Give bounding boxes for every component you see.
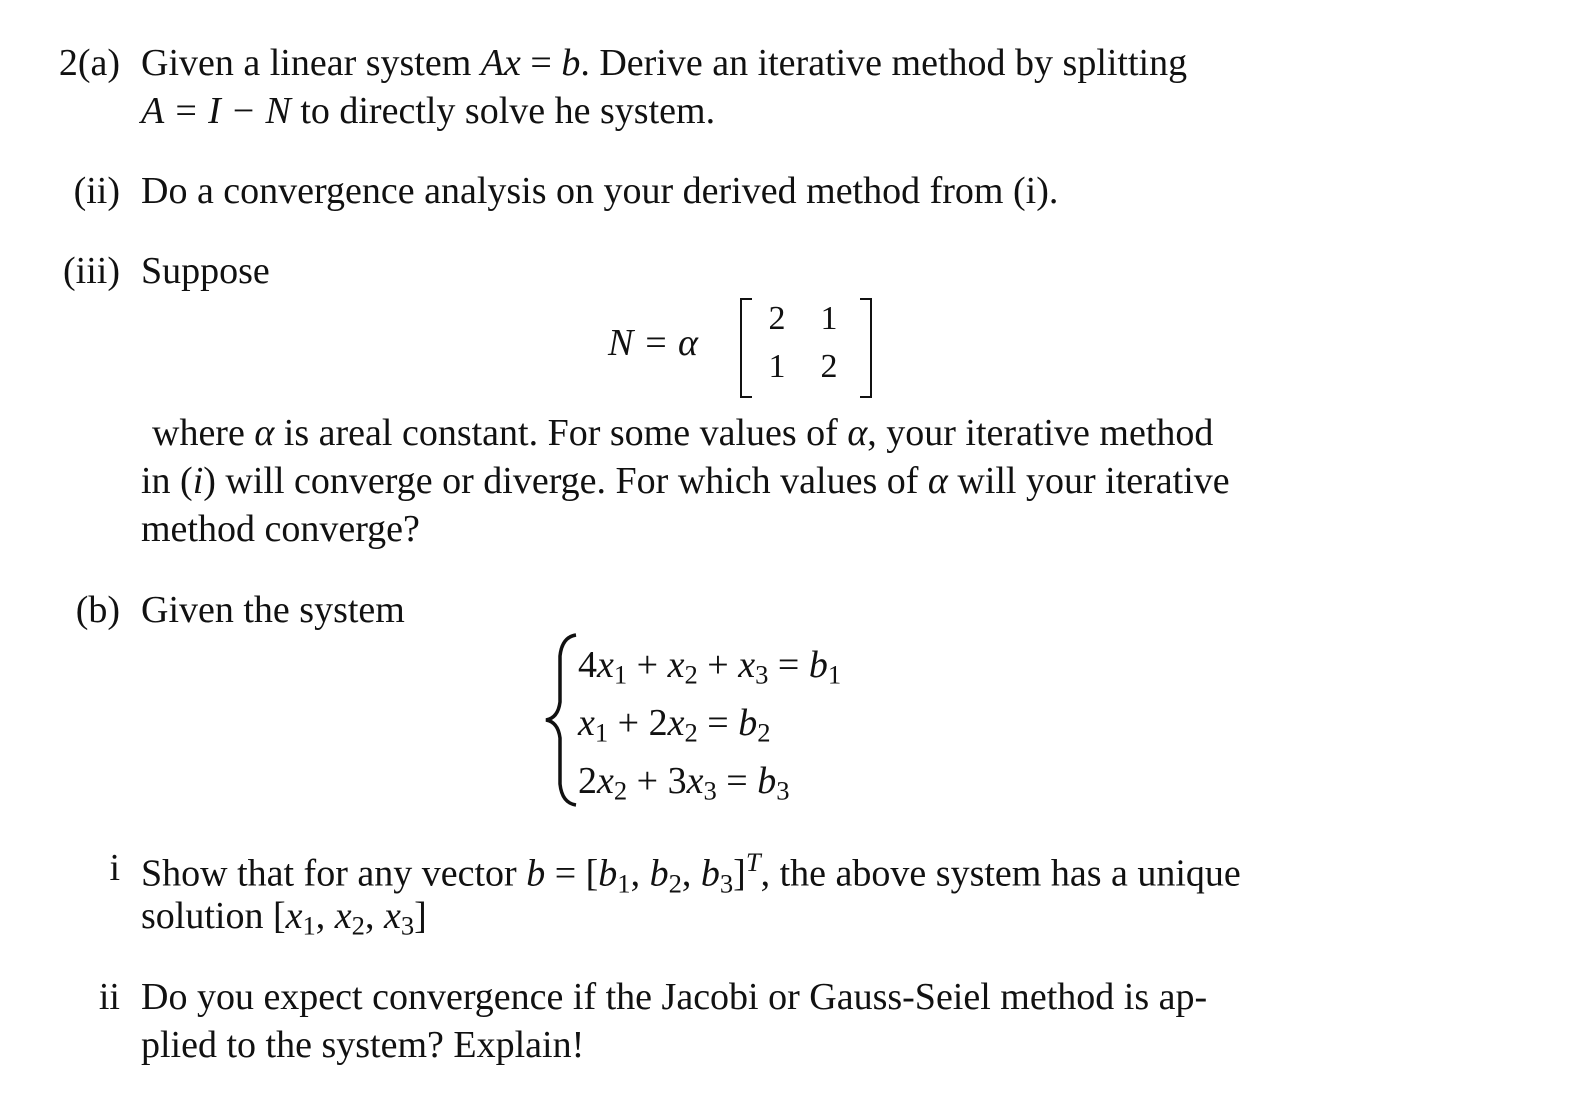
bi-bracket: ]: [733, 852, 746, 895]
eq2-plus: + 2: [608, 702, 668, 744]
eq3-sub: 3: [703, 775, 717, 806]
system-equation-1: [578, 646, 841, 688]
where2-pre: in (: [141, 460, 193, 502]
bi-comma: ,: [630, 852, 650, 895]
question-b-i-label: i: [109, 847, 120, 889]
bi-sub: 2: [668, 868, 682, 899]
question-iii-where-line-3: method converge?: [141, 508, 420, 550]
question-ii-label: (ii): [73, 170, 120, 212]
eq1-sub: 3: [755, 659, 769, 690]
bi-sub: 1: [617, 868, 631, 899]
eq3-sub: 2: [613, 775, 628, 806]
where2-mid: ) will converge or diverge. For which values of: [203, 460, 928, 502]
bi-equals: = [: [545, 852, 599, 895]
question-b-text: Given the system: [141, 589, 405, 631]
eq1-rhs-sub: 1: [827, 659, 842, 690]
question-ii-text: Do a convergence analysis on your derived method from (i).: [141, 170, 1059, 212]
bi-x-sub: 2: [351, 910, 365, 941]
bi-x: x: [334, 895, 352, 937]
alpha-symbol: α: [254, 412, 275, 454]
bi-b-entry: b: [700, 852, 720, 895]
eq2-sub: 1: [594, 717, 609, 748]
matrix-right-bracket: [860, 298, 872, 398]
question-2a-line-2: [141, 92, 715, 130]
eq2-rhs: b: [738, 702, 758, 744]
q2a-text-post: . Derive an iterative method by splitting: [580, 42, 1188, 84]
matrix-cell: 2: [768, 300, 786, 337]
eq1-var: x: [597, 644, 614, 686]
bi-b-entry: b: [598, 852, 618, 895]
eq3-var: x: [686, 760, 704, 802]
eq1-var: x: [738, 644, 756, 686]
eq3-var: x: [597, 760, 614, 802]
question-2a-line-1: [141, 44, 1187, 82]
eq1-plus: +: [697, 644, 739, 686]
eq1-sub: 2: [684, 659, 698, 690]
matrix-left-bracket: [740, 298, 752, 398]
question-b-i-line-1: [141, 849, 1241, 897]
eq1-sub: 1: [613, 659, 628, 690]
eq1-coef: 4: [578, 644, 597, 686]
bi-b: b: [526, 852, 546, 895]
bi-text-post: , the above system has a unique: [760, 852, 1241, 895]
eq2-sub: 2: [684, 717, 698, 748]
bi-bracket: ]: [414, 895, 427, 937]
eq2-equals: =: [697, 702, 739, 744]
eq3-rhs-sub: 3: [776, 775, 790, 806]
where-post: , your iterative method: [867, 412, 1214, 454]
eq1-var: x: [667, 644, 685, 686]
eq3-equals: =: [716, 760, 758, 802]
question-b-ii-line-2: plied to the system? Explain!: [141, 1024, 585, 1066]
bi-comma: ,: [681, 852, 701, 895]
matrix-lhs: N = α: [608, 322, 698, 364]
bi-sub: 3: [719, 868, 734, 899]
bi-x-sub: 3: [400, 910, 415, 941]
question-2a-label: 2(a): [58, 42, 120, 84]
bi-x-sub: 1: [302, 910, 316, 941]
eq3-rhs: b: [757, 760, 777, 802]
q2a-equals: =: [520, 42, 562, 84]
matrix-cell: 1: [820, 300, 838, 337]
eq3-coef: 2: [578, 760, 597, 802]
question-b-ii-label: ii: [98, 976, 120, 1018]
bi-comma: ,: [364, 895, 384, 937]
where-mid: is areal constant. For some values of: [274, 412, 848, 454]
i-symbol: i: [192, 460, 204, 502]
question-b-ii-line-1: Do you expect convergence if the Jacobi or Gauss-Seiel method is ap-: [141, 976, 1208, 1018]
q2a-text-pre: Given a linear system: [141, 42, 481, 84]
bi-solution-text: solution [: [141, 895, 286, 937]
alpha-symbol: α: [847, 412, 868, 454]
eq2-var: x: [667, 702, 685, 744]
where-pre: where: [152, 412, 255, 454]
matrix-cell: 1: [768, 348, 786, 385]
eq2-rhs-sub: 2: [757, 717, 771, 748]
question-iii-text: Suppose: [141, 250, 270, 292]
bi-x: x: [285, 895, 303, 937]
eq1-plus: +: [627, 644, 668, 686]
matrix-cell: 2: [820, 348, 838, 385]
system-equation-3: [578, 762, 790, 804]
eq1-rhs: b: [808, 644, 828, 686]
bi-text-pre: Show that for any vector: [141, 852, 527, 895]
question-iii-where-line-1: [152, 414, 1213, 452]
eq1-equals: =: [768, 644, 809, 686]
bi-comma: ,: [315, 895, 335, 937]
q2a-line2-text: to directly solve he system.: [290, 90, 716, 132]
system-equation-2: [578, 704, 771, 746]
question-iii-where-line-2: [141, 462, 1230, 500]
eq3-plus: + 3: [627, 760, 687, 802]
where2-post: will your iterative: [947, 460, 1230, 502]
bi-transpose: T: [745, 847, 761, 877]
eq2-var: x: [578, 702, 595, 744]
question-iii-label: (iii): [63, 250, 120, 292]
system-brace: [536, 632, 584, 808]
bi-x: x: [383, 895, 401, 937]
question-b-label: (b): [75, 589, 120, 631]
q2a-ax: Ax: [480, 42, 521, 84]
question-b-i-line-2: [141, 897, 427, 939]
bi-b-entry: b: [649, 852, 669, 895]
q2a-split-equation: A = I − N: [141, 90, 291, 132]
alpha-symbol: α: [927, 460, 948, 502]
q2a-b: b: [561, 42, 581, 84]
